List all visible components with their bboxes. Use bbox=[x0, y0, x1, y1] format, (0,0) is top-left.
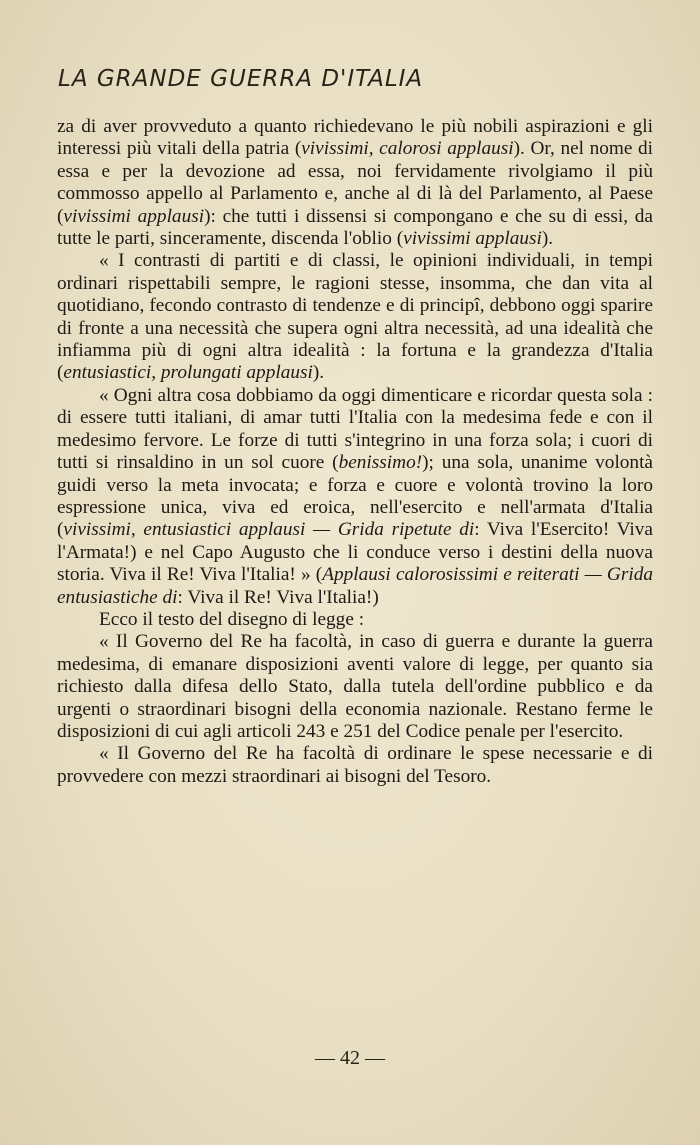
text-run: ): che tutti i dissensi si compongano e che su di essi, da tutte le parti, sinceramente, discenda l'oblio ( bbox=[57, 205, 653, 250]
running-head: LA GRANDE GUERRA D'ITALIA bbox=[58, 66, 424, 92]
text-run: Ecco il testo del disegno di legge : bbox=[99, 608, 365, 630]
paragraph bbox=[57, 250, 653, 384]
text-run: « Ogni altra cosa dobbiamo da oggi dimenticare e ricordar questa sola : di essere tutti italiani, di amar tutti l'Italia con la medesima fede e con il medesimo fervore. Le forze di tutti s'integrino in una forza sola; i cuori di tutti si rinsaldino in un sol cuore ( bbox=[57, 384, 653, 474]
text-run: ). Or, nel nome di essa e per la devozione ad essa, noi fervidamente rivolgiamo il più commosso appello al Parlamento e, anche al di là del Parlamento, al Paese ( bbox=[57, 138, 654, 227]
text-run: ). bbox=[312, 362, 325, 384]
text-run: : Viva l'Esercito! Viva l'Armata!) e nel Capo Augusto che li conduce verso i destini della nuova storia. Viva il Re! Viva l'Italia! » ( bbox=[57, 519, 653, 586]
paragraph bbox=[57, 609, 653, 631]
text-run: « Il Governo del Re ha facoltà, in caso di guerra e durante la guerra medesima, di emanare disposizioni aventi valore di legge, per quanto sia richiesto dalla difesa dello Stato, dalla tutela dell'ordine pubblico e da urgenti o straordinari bisogni della economia nazionale. Restano ferme le disposizioni di cui agli articoli 243 e 251 del Codice penale per l'esercito. bbox=[57, 631, 653, 742]
paragraph bbox=[57, 385, 653, 609]
italic-text: vivissimi, entusiastici applausi — Grida ripetute di bbox=[63, 519, 475, 541]
body-text bbox=[57, 116, 653, 788]
text-run: : Viva il Re! Viva l'Italia!) bbox=[177, 586, 379, 608]
text-run: ); una sola, unanime volontà guidi verso la meta invocata; e forza e cuore e volontà trovino la loro espressione unica, viva ed eroica, nell'esercito e nell'armata d'Italia ( bbox=[57, 452, 653, 541]
paragraph bbox=[57, 116, 653, 250]
paragraph bbox=[57, 631, 653, 743]
italic-text: Applausi calorosissimi e reiterati — Grida entusiastiche di bbox=[57, 564, 653, 608]
italic-text: vivissimi applausi bbox=[403, 228, 542, 250]
text-run: za di aver provveduto a quanto richiedevano le più nobili aspirazioni e gli interessi più vitali della patria ( bbox=[57, 116, 653, 160]
text-run: « Il Governo del Re ha facoltà di ordinare le spese necessarie e di provvedere con mezzi straordinari ai bisogni del Tesoro. bbox=[57, 743, 653, 787]
page-number: — 42 — bbox=[315, 1047, 385, 1069]
text-run: ). bbox=[541, 228, 554, 250]
text-run: « I contrasti di partiti e di classi, le opinioni individuali, in tempi ordinari rispettabili sempre, le ragioni stesse, insomma, che dan vita al quotidiano, fecondo contrasto di tendenze e di principî, debbono oggi sparire di fronte a una necessità che supera ogni altra necessità, ad una idealità che infiamma più di ogni altra idealità : la fortuna e la grandezza d'Italia ( bbox=[57, 250, 653, 384]
paragraph bbox=[57, 743, 653, 788]
italic-text: benissimo! bbox=[338, 452, 423, 474]
italic-text: entusiastici, prolungati applausi bbox=[63, 362, 313, 384]
italic-text: vivissimi, calorosi applausi bbox=[301, 138, 514, 160]
italic-text: vivissimi applausi bbox=[63, 205, 205, 227]
